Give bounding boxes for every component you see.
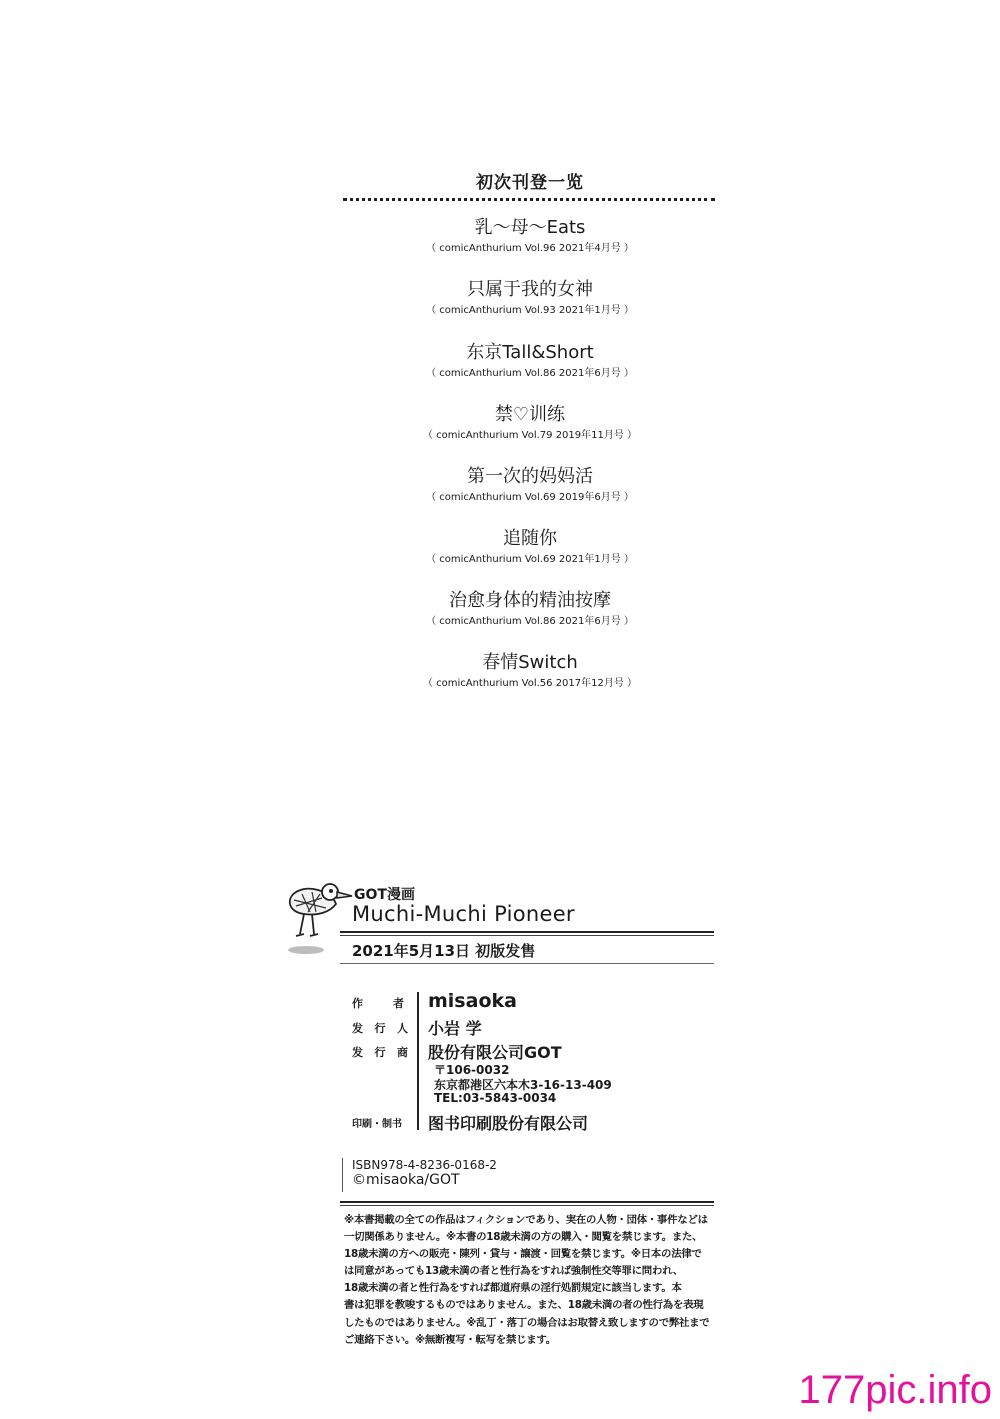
printer-label: 印刷・制书 xyxy=(352,1119,402,1130)
legal-notice xyxy=(344,1212,716,1349)
notice-line: 18歳未満の者と性行為をすれば都道府県の淫行処罰規定に該当します。本 xyxy=(344,1282,682,1295)
notice-line: ご連絡下さい。※無断複写・転写を禁じます。 xyxy=(344,1333,556,1346)
postal-code: 〒106-0032 xyxy=(434,1063,510,1077)
work-title: 只属于我的女神 xyxy=(467,279,593,300)
work-source: （ comicAnthurium Vol.69 2019年6月号 ） xyxy=(426,492,634,503)
list-item xyxy=(340,279,720,319)
publisher-person-name: 小岩 学 xyxy=(428,1019,482,1038)
publisher-label: 发 行 商 xyxy=(352,1046,408,1059)
notice-line: ※本書掲載の全ての作品はフィクションであり、実在の人物・団体・事件などは xyxy=(344,1214,708,1226)
list-item xyxy=(340,342,720,382)
copyright: ©misaoka/GOT xyxy=(352,1172,460,1188)
isbn: ISBN978-4-8236-0168-2 xyxy=(352,1158,497,1172)
address: 东京都港区六本木3-16-13-409 xyxy=(434,1078,612,1092)
work-title: 追随你 xyxy=(503,528,557,549)
work-title: 春情Switch xyxy=(482,652,578,673)
notice-line: 書は犯罪を教唆するものではありません。また、18歳未満の者の性行為を表現 xyxy=(344,1299,704,1312)
work-source: （ comicAnthurium Vol.86 2021年6月号 ） xyxy=(426,616,634,627)
list-item xyxy=(340,590,720,630)
work-source: （ comicAnthurium Vol.69 2021年1月号 ） xyxy=(426,554,634,565)
credit-divider xyxy=(417,992,419,1130)
notice-line: は同意があっても13歳未満の者と性行為をすれば強制性交等罪に問われ、 xyxy=(344,1265,683,1278)
publisher-name: 股份有限公司GOT xyxy=(428,1043,562,1062)
bird-mascot-icon xyxy=(284,878,354,958)
work-source: （ comicAnthurium Vol.93 2021年1月号 ） xyxy=(426,305,634,316)
book-title: Muchi-Muchi Pioneer xyxy=(352,902,575,926)
list-item xyxy=(340,404,720,444)
printer-name: 图书印刷股份有限公司 xyxy=(428,1114,589,1133)
watermark: 177pic.info xyxy=(798,1368,992,1412)
work-source: （ comicAnthurium Vol.56 2017年12月号 ） xyxy=(422,678,638,689)
list-item xyxy=(340,217,720,257)
telephone: TEL:03-5843-0034 xyxy=(434,1091,557,1105)
publisher-person-label: 发 行 人 xyxy=(352,1022,408,1035)
work-source: （ comicAnthurium Vol.96 2021年4月号 ） xyxy=(426,243,634,254)
list-item xyxy=(340,466,720,506)
notice-rule xyxy=(340,1201,714,1203)
work-title: 东京Tall&Short xyxy=(466,342,594,363)
work-title: 第一次的妈妈活 xyxy=(467,466,593,487)
list-item xyxy=(340,528,720,568)
work-title: 治愈身体的精油按摩 xyxy=(449,590,611,611)
notice-line: したものではありません。※乱丁・落丁の場合はお取替え致しますので弊社まで xyxy=(344,1316,710,1329)
work-title: 禁♡训练 xyxy=(494,404,566,425)
title-rule xyxy=(340,931,714,933)
work-source: （ comicAnthurium Vol.79 2019年11月号 ） xyxy=(422,430,638,441)
date-underline xyxy=(340,963,714,964)
work-source: （ comicAnthurium Vol.86 2021年6月号 ） xyxy=(426,368,634,379)
dotted-divider xyxy=(343,198,715,201)
brand-label: GOT漫画 xyxy=(354,887,415,903)
work-title: 乳～母～Eats xyxy=(474,217,586,238)
author-label: 作 者 xyxy=(352,997,404,1010)
notice-line: 一切関係ありません。※本書の18歳未満の方の購入・閲覧を禁じます。また、 xyxy=(344,1231,703,1244)
release-date: 2021年5月13日 初版发售 xyxy=(352,942,536,960)
title-rule xyxy=(340,935,714,936)
list-item xyxy=(340,652,720,692)
author-name: misaoka xyxy=(428,990,517,1012)
publication-list-title: 初次刊登一览 xyxy=(476,173,584,193)
notice-line: 18歳未満の方への販売・陳列・貸与・譲渡・回覧を禁じます。※日本の法律で xyxy=(344,1248,702,1261)
isbn-bracket xyxy=(342,1158,343,1192)
notice-rule xyxy=(340,1205,714,1206)
